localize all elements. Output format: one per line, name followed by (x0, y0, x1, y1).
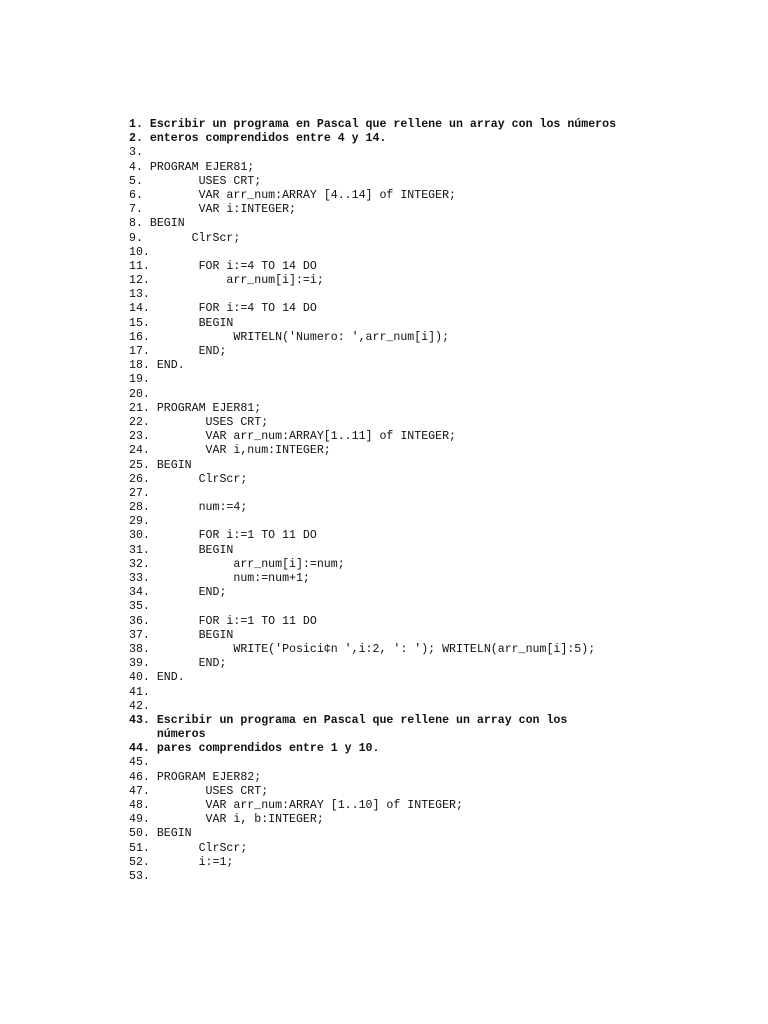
line-number: 38. (129, 642, 150, 656)
code-line (129, 785, 749, 799)
line-number: 23. (129, 430, 150, 444)
line-number: 43. (129, 713, 150, 727)
code-line (129, 331, 749, 345)
line-number: 20. (129, 387, 150, 401)
line-number: 26. (129, 472, 150, 486)
code-line (129, 572, 749, 586)
line-number: 34. (129, 586, 150, 600)
line-text: END. (149, 359, 185, 373)
line-text: USES CRT; (149, 415, 269, 429)
line-text: FOR i:=4 TO 14 DO (149, 259, 317, 273)
line-text: ClrScr; (149, 472, 248, 486)
line-number: 25. (129, 458, 150, 472)
code-line (129, 671, 749, 685)
line-text: num:=num+1; (149, 572, 310, 585)
line-number: 31. (129, 543, 150, 557)
line-text: pares comprendidos entre 1 y 10. (149, 742, 380, 756)
line-number: 37. (129, 628, 150, 642)
line-number: 28. (129, 501, 150, 515)
line-text: USES CRT; (142, 174, 262, 188)
code-line (129, 430, 749, 444)
code-line (129, 459, 749, 473)
line-text: i:=1; (149, 855, 234, 869)
line-number: 44. (129, 742, 150, 756)
line-number: 21. (129, 401, 150, 415)
line-text: números (129, 728, 206, 742)
line-text: WRITE('Posici¢n ',i:2, ': '); WRITELN(arr_num[i]:5); (149, 642, 596, 656)
line-text: END; (149, 657, 227, 671)
line-text: WRITELN('Numero: ',arr_num[i]); (149, 330, 450, 344)
line-number: 17. (129, 345, 150, 358)
code-line (129, 203, 749, 217)
line-text: FOR i:=4 TO 14 DO (149, 302, 317, 316)
line-number: 41. (129, 685, 150, 699)
line-text: BEGIN (142, 217, 185, 231)
line-text: BEGIN (149, 628, 234, 642)
line-number: 5. (129, 174, 143, 188)
line-number: 11. (129, 259, 150, 273)
code-line (129, 558, 749, 572)
code-line (129, 643, 749, 657)
code-line (129, 260, 749, 274)
code-line (129, 657, 749, 671)
code-line (129, 529, 749, 543)
line-text: VAR i,num:INTEGER; (149, 444, 331, 458)
line-number: 24. (129, 444, 150, 458)
line-text: enteros comprendidos entre 4 y 14. (142, 132, 387, 146)
line-number: 29. (129, 515, 150, 529)
line-text: USES CRT; (149, 784, 269, 798)
line-number: 51. (129, 841, 150, 855)
code-line (129, 827, 749, 841)
code-line (129, 501, 749, 515)
line-text: ClrScr; (149, 841, 248, 855)
line-text: FOR i:=1 TO 11 DO (149, 614, 317, 628)
line-number: 10. (129, 245, 150, 259)
code-line (129, 274, 749, 288)
line-text: num:=4; (149, 501, 248, 515)
code-line (129, 473, 749, 487)
code-line (129, 586, 749, 600)
code-line (129, 842, 749, 856)
code-line (129, 686, 749, 700)
code-line (129, 870, 749, 884)
line-text: END; (149, 345, 227, 358)
code-listing (129, 118, 749, 884)
code-line (129, 217, 749, 231)
code-line (129, 132, 749, 146)
line-number: 50. (129, 827, 150, 841)
line-number: 2. (129, 132, 143, 146)
line-number: 53. (129, 869, 150, 883)
line-number: 13. (129, 288, 150, 302)
code-line (129, 728, 749, 742)
line-number: 14. (129, 302, 150, 316)
line-number: 18. (129, 359, 150, 373)
code-line (129, 600, 749, 614)
code-line (129, 444, 749, 458)
line-number: 47. (129, 784, 150, 798)
line-number: 16. (129, 330, 150, 344)
line-number: 45. (129, 756, 150, 770)
line-number: 19. (129, 373, 150, 387)
line-text: VAR i:INTEGER; (142, 203, 296, 217)
line-text: Escribir un programa en Pascal que rellene un array con los (149, 713, 568, 727)
line-text: PROGRAM EJER82; (149, 770, 262, 784)
code-line (129, 146, 749, 160)
line-text: VAR arr_num:ARRAY[1..11] of INTEGER; (149, 430, 456, 444)
line-text: BEGIN (149, 458, 192, 472)
line-number: 52. (129, 855, 150, 869)
line-number: 27. (129, 486, 150, 500)
line-number: 8. (129, 217, 143, 231)
code-line (129, 317, 749, 331)
line-text: BEGIN (149, 316, 234, 330)
code-line (129, 615, 749, 629)
code-line (129, 629, 749, 643)
code-line (129, 544, 749, 558)
line-number: 48. (129, 799, 150, 812)
line-text: PROGRAM EJER81; (142, 160, 255, 174)
line-number: 7. (129, 203, 143, 217)
line-text: Escribir un programa en Pascal que rellene un array con los números (142, 118, 617, 131)
code-line (129, 856, 749, 870)
line-text: FOR i:=1 TO 11 DO (149, 529, 317, 543)
line-number: 39. (129, 657, 150, 671)
line-text: END; (149, 586, 227, 600)
code-line (129, 402, 749, 416)
code-line (129, 487, 749, 501)
line-number: 35. (129, 600, 150, 614)
line-number: 15. (129, 316, 150, 330)
code-line (129, 189, 749, 203)
code-line (129, 288, 749, 302)
code-line (129, 345, 749, 359)
line-text: VAR arr_num:ARRAY [1..10] of INTEGER; (149, 799, 463, 812)
line-number: 3. (129, 146, 143, 160)
code-line (129, 175, 749, 189)
line-number: 32. (129, 557, 150, 571)
code-line (129, 700, 749, 714)
line-text: BEGIN (149, 543, 234, 557)
code-line (129, 232, 749, 246)
code-line (129, 373, 749, 387)
code-line (129, 742, 749, 756)
code-line (129, 246, 749, 260)
code-line (129, 161, 749, 175)
line-text: END. (149, 671, 185, 685)
line-text: arr_num[i]:=num; (149, 557, 345, 571)
line-number: 9. (129, 231, 143, 245)
code-line (129, 359, 749, 373)
line-text: ClrScr; (142, 231, 241, 245)
code-line (129, 515, 749, 529)
line-number: 36. (129, 614, 150, 628)
code-line (129, 302, 749, 316)
line-number: 33. (129, 572, 150, 585)
line-number: 4. (129, 160, 143, 174)
line-text: PROGRAM EJER81; (149, 401, 262, 415)
line-number: 40. (129, 671, 150, 685)
code-line (129, 799, 749, 813)
line-text: VAR arr_num:ARRAY [4..14] of INTEGER; (142, 188, 457, 202)
code-line (129, 813, 749, 827)
line-text: BEGIN (149, 827, 192, 841)
line-number: 1. (129, 118, 143, 131)
line-number: 12. (129, 274, 150, 288)
line-text: arr_num[i]:=i; (149, 274, 324, 288)
code-line (129, 118, 749, 132)
line-text: VAR i, b:INTEGER; (149, 813, 324, 827)
code-line (129, 388, 749, 402)
code-line (129, 771, 749, 785)
line-number: 49. (129, 813, 150, 827)
code-line (129, 416, 749, 430)
line-number: 30. (129, 529, 150, 543)
line-number: 22. (129, 415, 150, 429)
line-number: 6. (129, 188, 143, 202)
line-number: 42. (129, 699, 150, 713)
code-line (129, 714, 749, 728)
line-number: 46. (129, 770, 150, 784)
code-line (129, 756, 749, 770)
